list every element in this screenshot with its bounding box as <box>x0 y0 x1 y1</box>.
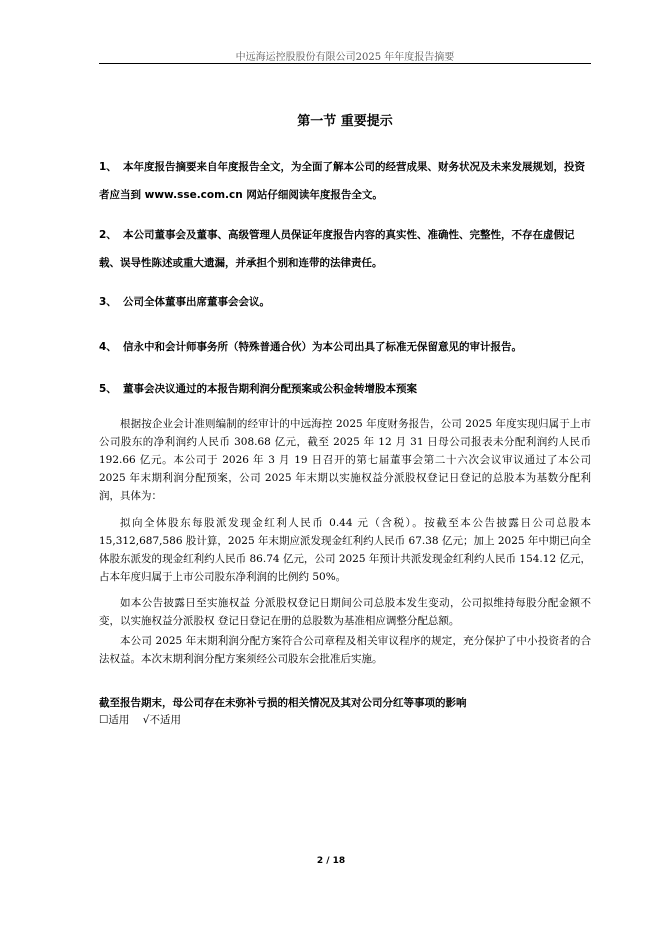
option-applicable: ☐适用 <box>99 714 130 726</box>
notice-item-2 <box>99 221 591 277</box>
body-paragraph: 如本公告披露日至实施权益 分派股权登记日期间公司总股本发生变动，公司拟维持每股分配金额不变，以实施权益分派股权 登记日登记在册的总股数为基准相应调整分配总额。 <box>99 597 591 627</box>
body-paragraph: 拟向全体股东每股派发现金红利人民币 0.44 元（含税）。按截至本公告披露日公司总股本 15,312,687,586 股计算，2025 年末期应派发现金红利约人民币 67.38 亿元；加上 2025 年中期已向全体股东派发的现金红利约人民币 86.74 亿元，公司 2025 年预计共派发现金红利约人民币 154.12 亿元，占本年度归属于上市公司股东净利润的比例约 50%。 <box>99 517 591 583</box>
item-text: 董事会决议通过的本报告期利润分配预案或公积金转增股本预案 <box>123 383 417 395</box>
notice-item-4 <box>99 333 591 361</box>
notice-item-3 <box>99 288 591 316</box>
item-text: 信永中和会计师事务所（特殊普通合伙）为本公司出具了标准无保留意见的审计报告。 <box>123 341 522 353</box>
page-number: 2 / 18 <box>316 856 346 866</box>
applicability-options <box>99 712 191 727</box>
item-text: 公司全体董事出席董事会会议。 <box>123 296 270 308</box>
body-paragraph: 根据按企业会计准则编制的经审计的中远海控 2025 年度财务报告，公司 2025 年度实现归属于上市公司股东的净利润约人民币 308.68 亿元，截至 2025 年 12 月 31 日母公司报表未分配利润约人民币 192.66 亿元。本公司于 2026 年 3 月 19 日召开的第七届董事会第二十六次会议审议通过了本公司 2025 年末期利润分配预案，公司 2025 年末期以实施权益分派股权登记日登记的总股本为基数分配利润，具体为： <box>99 418 591 502</box>
header-divider <box>99 63 591 64</box>
option-not-applicable: √不适用 <box>142 714 181 726</box>
item-number: 5、 <box>99 383 117 395</box>
section-title: 第一节 重要提示 <box>297 114 393 129</box>
page-header: 中远海运控股股份有限公司2025 年年度报告摘要 <box>235 52 455 63</box>
notice-item-5 <box>99 377 591 401</box>
item-number: 3、 <box>99 296 117 308</box>
body-paragraph: 本公司 2025 年末期利润分配方案符合公司章程及相关审议程序的规定，充分保护了中小投资者的合法权益。本次末期利润分配方案须经公司股东会批准后实施。 <box>99 635 591 665</box>
loss-section-title: 截至报告期末，母公司存在未弥补亏损的相关情况及其对公司分红等事项的影响 <box>99 697 467 709</box>
notice-item-1 <box>99 153 591 209</box>
item-number: 2、 <box>99 229 117 241</box>
item-text: 本公司董事会及董事、高级管理人员保证年度报告内容的真实性、准确性、完整性，不存在虚假记载、误导性陈述或重大遗漏，并承担个别和连带的法律责任。 <box>99 229 575 269</box>
item-number: 1、 <box>99 161 117 173</box>
item-text: 本年度报告摘要来自年度报告全文，为全面了解本公司的经营成果、财务状况及未来发展规划，投资者应当到 www.sse.com.cn 网站仔细阅读年度报告全文。 <box>99 161 585 201</box>
item-number: 4、 <box>99 341 117 353</box>
